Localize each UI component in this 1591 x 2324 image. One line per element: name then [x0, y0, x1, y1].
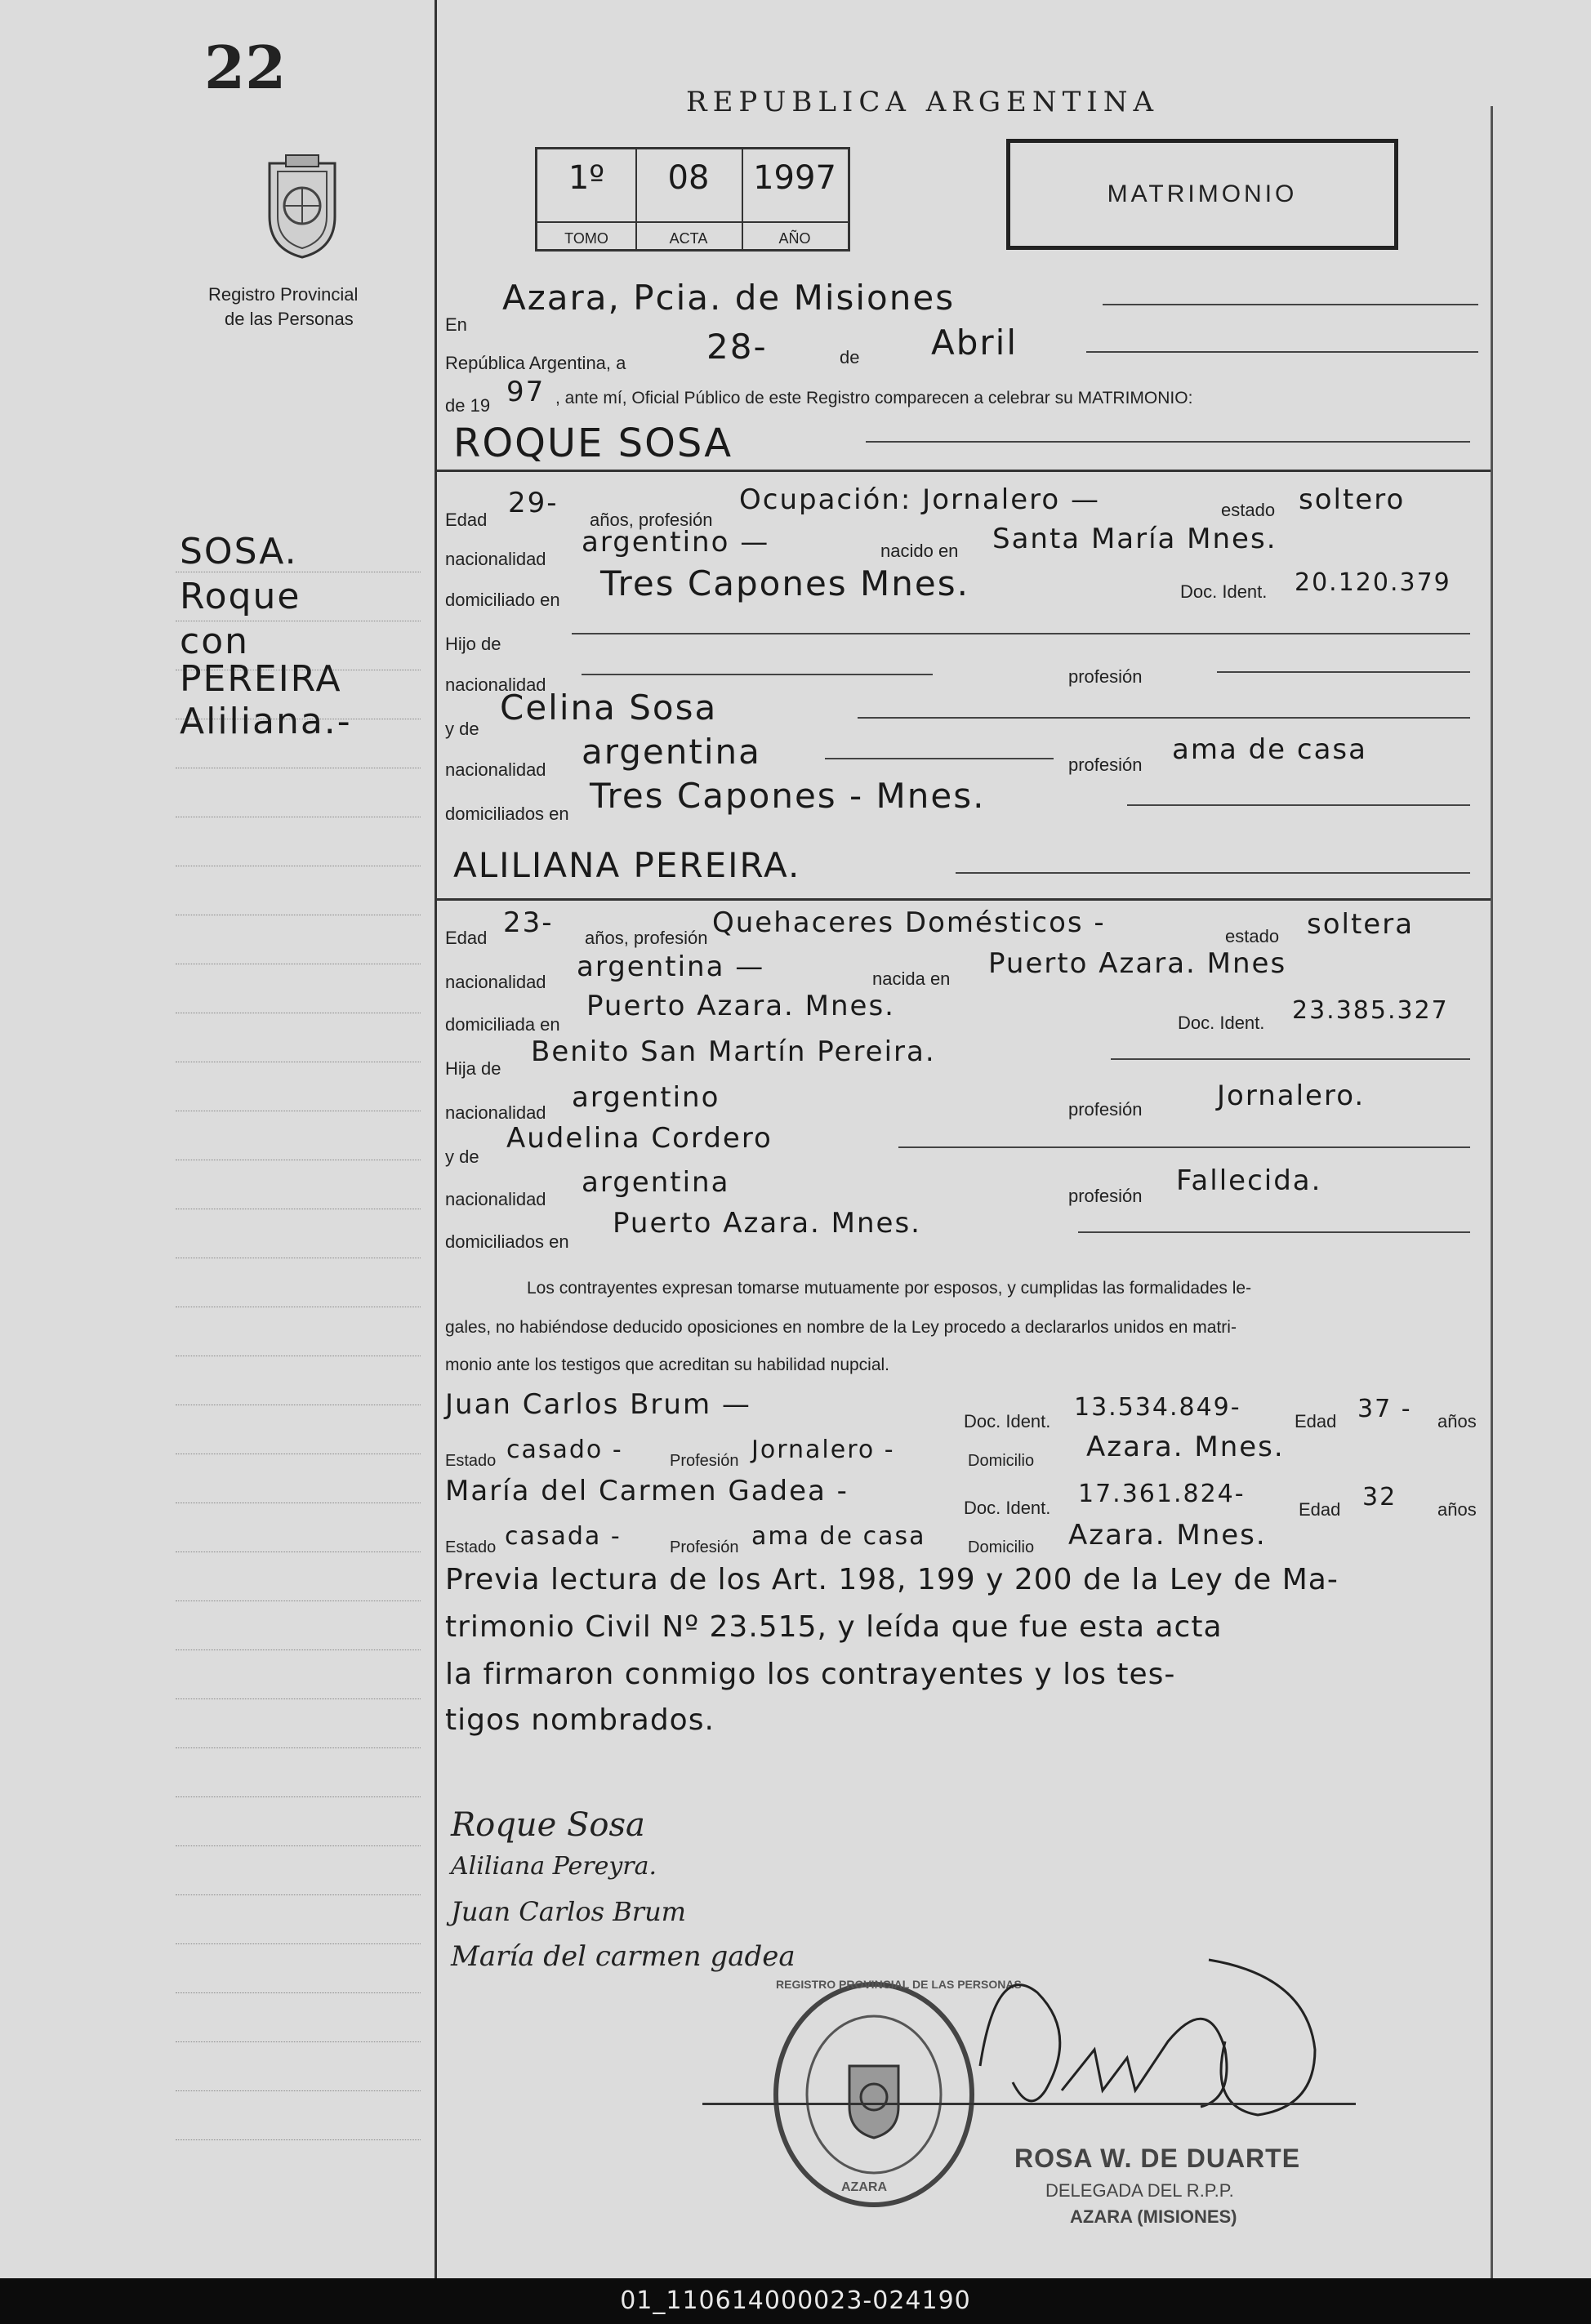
- declaration-line-1: Los contrayentes expresan tomarse mutuamente por esposos, y cumplidas las formalidades le-: [527, 1279, 1252, 1298]
- bride-father-nat-label: nacionalidad: [445, 1102, 546, 1123]
- witness-1-estado-label: Estado: [445, 1452, 497, 1470]
- page-number: 22: [204, 33, 287, 102]
- note-line-4: tigos nombrados.: [445, 1703, 715, 1737]
- official-name: ROSA W. DE DUARTE: [1014, 2144, 1301, 2173]
- bride-father-prof-label: profesión: [1068, 1099, 1143, 1120]
- bride-nacionalidad-label: nacionalidad: [445, 972, 546, 992]
- witness-1-estado: casado -: [506, 1436, 623, 1464]
- margin-note-con: con: [180, 621, 249, 662]
- ano-value: 1997: [753, 159, 836, 197]
- bride-doc-label: Doc. Ident.: [1178, 1013, 1265, 1033]
- witness-1-age: 37 -: [1357, 1395, 1412, 1423]
- seal-ring-text: REGISTRO PROVINCIAL DE LAS PERSONAS: [776, 1978, 1022, 1991]
- seal-place: AZARA: [841, 2180, 887, 2194]
- month: Abril: [931, 323, 1018, 363]
- witness-1-anos-label: años: [1437, 1411, 1477, 1431]
- groom-mother: Celina Sosa: [500, 688, 718, 728]
- bride-name: ALILIANA PEREIRA.: [453, 845, 801, 885]
- groom-father-prof-label: profesión: [1068, 666, 1143, 687]
- groom-nacionalidad-label: nacionalidad: [445, 549, 546, 569]
- margin-note-name: Roque: [180, 576, 301, 617]
- signature-bride: Aliliana Pereyra.: [451, 1852, 657, 1881]
- groom-profession: Ocupación: Jornalero —: [739, 483, 1100, 516]
- acta-value: 08: [667, 159, 710, 197]
- groom-name: ROQUE SOSA: [453, 421, 733, 466]
- footer-bar: [0, 2278, 1591, 2324]
- en-label: En: [445, 314, 467, 335]
- groom-parents-domicile: Tres Capones - Mnes.: [590, 776, 986, 816]
- place: Azara, Pcia. de Misiones: [502, 278, 956, 318]
- margin-note-surname-2: PEREIRA: [180, 658, 342, 700]
- groom-mother-prof-label: profesión: [1068, 755, 1143, 775]
- witness-2-estado: casada -: [505, 1522, 622, 1551]
- bride-age: 23-: [503, 906, 554, 939]
- groom-profesion-label: años, profesión: [590, 510, 713, 530]
- bride-domicile: Puerto Azara. Mnes.: [586, 990, 895, 1022]
- reference-box: [535, 147, 850, 252]
- declaration-line-2: gales, no habiéndose deducido oposiciones en nombre de la Ley procedo a declararlos unidos en matri-: [445, 1318, 1237, 1337]
- bride-hija-label: Hija de: [445, 1058, 501, 1079]
- groom-domicile: Tres Capones Mnes.: [600, 563, 969, 603]
- witness-2-anos-label: años: [1437, 1499, 1477, 1520]
- groom-age: 29-: [508, 487, 559, 519]
- bride-father-nationality: argentino: [572, 1081, 720, 1114]
- witness-2-dom-label: Domicilio: [968, 1538, 1035, 1556]
- witness-2-estado-label: Estado: [445, 1538, 497, 1556]
- note-line-1: Previa lectura de los Art. 198, 199 y 200 de la Ley de Ma-: [445, 1563, 1339, 1596]
- bride-mother-prof-label: profesión: [1068, 1186, 1143, 1206]
- groom-birthplace: Santa María Mnes.: [992, 523, 1277, 555]
- margin-note-surname: SOSA.: [180, 531, 298, 572]
- bride-profession: Quehaceres Domésticos -: [712, 906, 1106, 939]
- image-id-caption: 01_110614000023-024190: [620, 2286, 971, 2315]
- bride-doc: 23.385.327: [1292, 996, 1449, 1025]
- bride-yde-label: y de: [445, 1146, 479, 1167]
- bride-father: Benito San Martín Pereira.: [531, 1035, 936, 1068]
- statement: , ante mí, Oficial Público de este Registro comparecen a celebrar su MATRIMONIO:: [555, 389, 1193, 407]
- document-type: MATRIMONIO: [1107, 180, 1298, 207]
- year-suffix: 97: [506, 376, 546, 408]
- witness-2-age: 32: [1362, 1483, 1397, 1511]
- bride-mother-nationality: argentina: [582, 1166, 730, 1199]
- bride-mother-nat-label: nacionalidad: [445, 1189, 546, 1209]
- signature-witness-1: Juan Carlos Brum: [451, 1896, 687, 1927]
- bride-mother-profession: Fallecida.: [1176, 1164, 1322, 1197]
- witness-2-doc-label: Doc. Ident.: [964, 1498, 1051, 1518]
- provincial-seal-icon: [245, 147, 359, 261]
- groom-nationality: argentino —: [582, 526, 770, 559]
- bride-nacida-label: nacida en: [872, 968, 951, 989]
- signature-witness-2: María del carmen gadea: [451, 1940, 796, 1973]
- witness-2-prof-label: Profesión: [670, 1538, 739, 1556]
- day: 28-: [706, 327, 768, 367]
- witness-1-profession: Jornalero -: [751, 1436, 895, 1464]
- official-seal-icon: [768, 1976, 980, 2213]
- right-edge-line: [1491, 106, 1493, 2278]
- column-divider: [435, 0, 437, 2278]
- bride-domicilio-label: domiciliada en: [445, 1014, 560, 1035]
- groom-doc: 20.120.379: [1295, 568, 1451, 597]
- tomo-value: 1º: [568, 159, 605, 197]
- bride-estado-label: estado: [1225, 926, 1280, 946]
- groom-estado: soltero: [1299, 483, 1406, 516]
- witness-2-edad-label: Edad: [1299, 1499, 1341, 1520]
- witness-1-doc: 13.534.849-: [1074, 1393, 1241, 1422]
- groom-domicilio-label: domiciliado en: [445, 590, 560, 610]
- witness-1-prof-label: Profesión: [670, 1452, 739, 1470]
- ano-label: AÑO: [778, 230, 811, 247]
- witness-1-domicile: Azara. Mnes.: [1086, 1431, 1285, 1463]
- bride-nationality: argentina —: [577, 951, 765, 983]
- registry-line-2: de las Personas: [225, 309, 354, 329]
- groom-mother-nationality: argentina: [582, 732, 761, 772]
- bride-mother: Audelina Cordero: [506, 1122, 773, 1155]
- year-prefix: de 19: [445, 395, 491, 416]
- groom-father-nat-label: nacionalidad: [445, 674, 546, 695]
- republica-label: República Argentina, a: [445, 353, 626, 373]
- groom-parents-dom-label: domiciliados en: [445, 804, 569, 824]
- de-label: de: [840, 347, 860, 367]
- groom-mother-nat-label: nacionalidad: [445, 759, 546, 780]
- witness-2-profession: ama de casa: [751, 1522, 926, 1551]
- country-title: REPUBLICA ARGENTINA: [686, 86, 1160, 118]
- bride-father-profession: Jornalero.: [1217, 1080, 1366, 1112]
- note-line-2: trimonio Civil Nº 23.515, y leída que fue esta acta: [445, 1610, 1223, 1644]
- witness-2-name: María del Carmen Gadea -: [445, 1475, 849, 1507]
- groom-edad-label: Edad: [445, 510, 488, 530]
- witness-1-doc-label: Doc. Ident.: [964, 1411, 1051, 1431]
- bride-estado: soltera: [1307, 908, 1415, 941]
- signature-groom: Roque Sosa: [451, 1806, 645, 1844]
- bride-parents-dom-label: domiciliados en: [445, 1231, 569, 1252]
- groom-estado-label: estado: [1221, 500, 1276, 520]
- bride-profesion-label: años, profesión: [585, 928, 708, 948]
- witness-1-name: Juan Carlos Brum —: [445, 1388, 751, 1421]
- official-signature-icon: [964, 1943, 1339, 2139]
- margin-note-name-2: Aliliana.-: [180, 701, 352, 742]
- groom-hijo-label: Hijo de: [445, 634, 501, 654]
- document-type-box: [1006, 139, 1398, 250]
- official-place: AZARA (MISIONES): [1070, 2206, 1237, 2227]
- witness-2-domicile: Azara. Mnes.: [1068, 1519, 1267, 1552]
- groom-yde-label: y de: [445, 719, 479, 739]
- acta-label: ACTA: [669, 230, 708, 247]
- witness-1-edad-label: Edad: [1295, 1411, 1337, 1431]
- tomo-label: TOMO: [564, 230, 608, 247]
- bride-edad-label: Edad: [445, 928, 488, 948]
- groom-doc-label: Doc. Ident.: [1180, 581, 1268, 602]
- witness-1-dom-label: Domicilio: [968, 1452, 1035, 1470]
- official-title: DELEGADA DEL R.P.P.: [1045, 2180, 1234, 2201]
- groom-nacido-label: nacido en: [880, 541, 959, 561]
- bride-parents-domicile: Puerto Azara. Mnes.: [613, 1207, 921, 1240]
- declaration-line-3: monio ante los testigos que acreditan su habilidad nupcial.: [445, 1356, 890, 1374]
- bride-birthplace: Puerto Azara. Mnes: [988, 947, 1287, 980]
- note-line-3: la firmaron conmigo los contrayentes y los tes-: [445, 1658, 1176, 1691]
- witness-2-doc: 17.361.824-: [1078, 1480, 1246, 1508]
- registry-line-1: Registro Provincial: [208, 284, 359, 305]
- groom-mother-profession: ama de casa: [1172, 733, 1367, 766]
